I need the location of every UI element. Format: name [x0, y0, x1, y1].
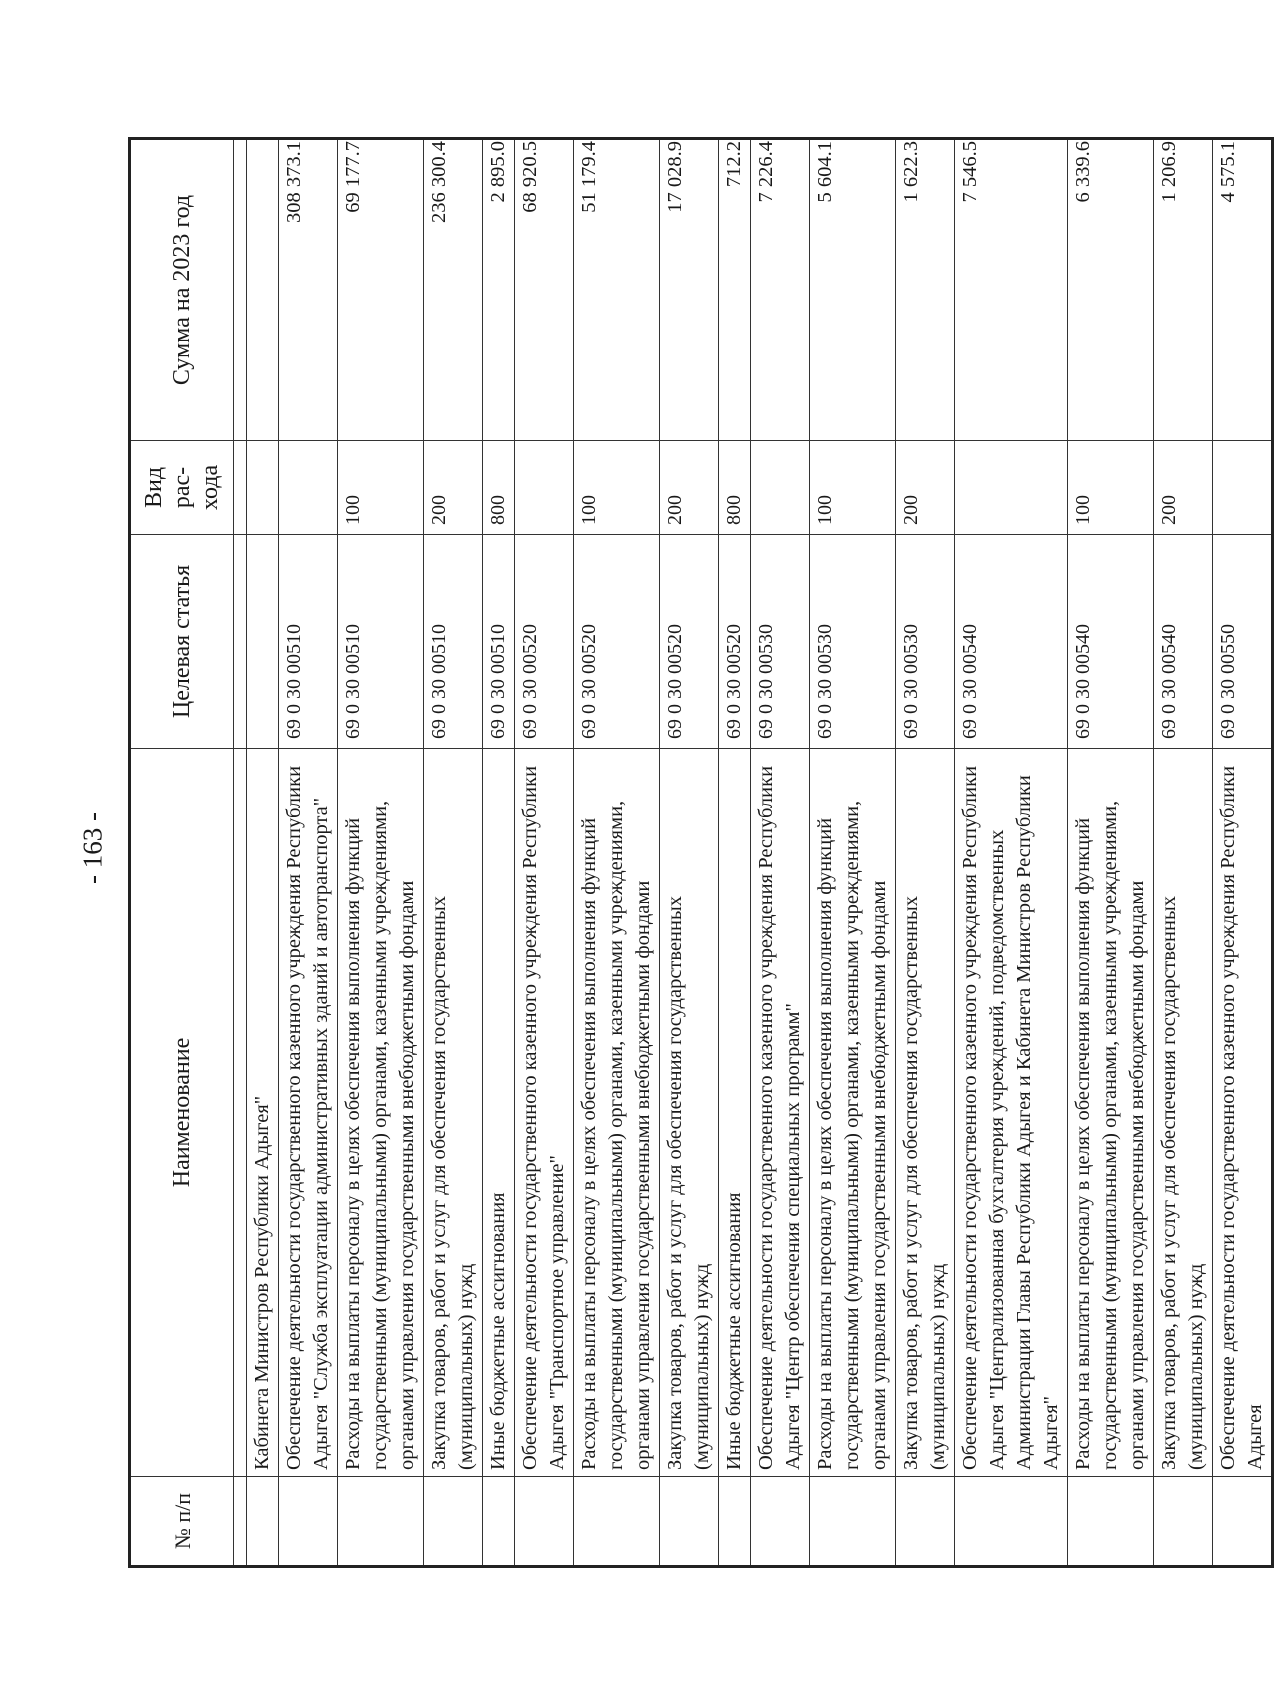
row-amount: 7 226.4	[751, 139, 810, 441]
row-kind	[955, 441, 1068, 535]
row-amount: 68 920.5	[515, 139, 574, 441]
row-code: 69 0 30 00520	[719, 535, 751, 749]
row-name: Расходы на выплаты персоналу в целях обеспечения выполнения функций государственными (муниципальными) органами, казенными учреждениями, органами управления государственными внебюджетными фондами	[338, 749, 424, 1477]
row-num	[1154, 1477, 1213, 1567]
row-code: 69 0 30 00540	[1068, 535, 1154, 749]
row-num	[955, 1477, 1068, 1567]
row-num	[574, 1477, 660, 1567]
rotated-page-content	[128, 140, 1266, 1568]
row-amount: 7 546.5	[955, 139, 1068, 441]
row-name: Расходы на выплаты персоналу в целях обеспечения выполнения функций государственными (муниципальными) органами, казенными учреждениями, органами управления государственными внебюджетными фондами	[1068, 749, 1154, 1477]
row-name: Обеспечение деятельности государственного казенного учреждения Республики Адыгея "Центр обеспечения специальных программ"	[751, 749, 810, 1477]
row-amount: 308 373.1	[279, 139, 338, 441]
row-num	[896, 1477, 955, 1567]
row-kind: 200	[1154, 441, 1213, 535]
row-amount: 2 895.0	[483, 139, 515, 441]
row-amount: 69 177.7	[338, 139, 424, 441]
header-num: № п/п	[130, 1477, 234, 1567]
row-name: Обеспечение деятельности государственного казенного учреждения Республики Адыгея	[1213, 749, 1273, 1477]
row-kind: 800	[483, 441, 515, 535]
row-kind	[515, 441, 574, 535]
row-code: 69 0 30 00530	[810, 535, 896, 749]
row-amount: 4 575.1	[1213, 139, 1273, 441]
row-code: 69 0 30 00540	[1154, 535, 1213, 749]
row-num	[719, 1477, 751, 1567]
table-row	[660, 139, 719, 1567]
row-kind: 800	[719, 441, 751, 535]
row-num	[247, 1477, 279, 1567]
row-amount: 5 604.1	[810, 139, 896, 441]
row-code: 69 0 30 00510	[338, 535, 424, 749]
row-name: Закупка товаров, работ и услуг для обеспечения государственных (муниципальных) нужд	[660, 749, 719, 1477]
row-kind: 100	[338, 441, 424, 535]
budget-table	[128, 137, 1274, 1568]
row-kind	[751, 441, 810, 535]
row-code: 69 0 30 00530	[751, 535, 810, 749]
table-row	[719, 139, 751, 1567]
row-name: Обеспечение деятельности государственного казенного учреждения Республики Адыгея "Транспортное управление"	[515, 749, 574, 1477]
row-amount: 6 339.6	[1068, 139, 1154, 441]
row-num	[1213, 1477, 1273, 1567]
header-name: Наименование	[130, 749, 234, 1477]
table-row	[515, 139, 574, 1567]
table-row	[896, 139, 955, 1567]
spacer-cell	[234, 139, 247, 441]
table-row	[751, 139, 810, 1567]
table-row	[424, 139, 483, 1567]
table-row	[279, 139, 338, 1567]
row-kind	[247, 441, 279, 535]
table-row	[1154, 139, 1213, 1567]
row-kind: 200	[424, 441, 483, 535]
table-row	[1213, 139, 1273, 1567]
header-kind: Вид рас-хода	[130, 441, 234, 535]
row-code: 69 0 30 00510	[279, 535, 338, 749]
table-header-row	[130, 139, 234, 1567]
header-code: Целевая статья	[130, 535, 234, 749]
spacer-cell	[234, 535, 247, 749]
row-name: Обеспечение деятельности государственного казенного учреждения Республики Адыгея "Централизованная бухгалтерия учреждений, подведомственных Администрации Главы Республики Адыгея и Кабинета Министров Республики Адыгея"	[955, 749, 1068, 1477]
row-amount: 236 300.4	[424, 139, 483, 441]
row-name: Иные бюджетные ассигнования	[719, 749, 751, 1477]
row-code	[247, 535, 279, 749]
row-name: Обеспечение деятельности государственного казенного учреждения Республики Адыгея "Служба эксплуатации административных зданий и автотранспорта"	[279, 749, 338, 1477]
row-num	[338, 1477, 424, 1567]
row-code: 69 0 30 00520	[660, 535, 719, 749]
table-spacer-row	[234, 139, 247, 1567]
row-code: 69 0 30 00550	[1213, 535, 1273, 749]
row-amount	[247, 139, 279, 441]
row-kind: 200	[896, 441, 955, 535]
row-kind: 100	[1068, 441, 1154, 535]
row-name: Расходы на выплаты персоналу в целях обеспечения выполнения функций государственными (муниципальными) органами, казенными учреждениями, органами управления государственными внебюджетными фондами	[574, 749, 660, 1477]
row-kind: 100	[574, 441, 660, 535]
spacer-cell	[234, 441, 247, 535]
row-num	[279, 1477, 338, 1567]
row-kind: 200	[660, 441, 719, 535]
row-num	[483, 1477, 515, 1567]
spacer-cell	[234, 749, 247, 1477]
table-row	[810, 139, 896, 1567]
row-amount: 17 028.9	[660, 139, 719, 441]
row-amount: 1 622.3	[896, 139, 955, 441]
row-amount: 1 206.9	[1154, 139, 1213, 441]
table-row	[574, 139, 660, 1567]
row-num	[810, 1477, 896, 1567]
row-code: 69 0 30 00540	[955, 535, 1068, 749]
row-name: Закупка товаров, работ и услуг для обеспечения государственных (муниципальных) нужд	[896, 749, 955, 1477]
row-kind	[279, 441, 338, 535]
header-amount: Сумма на 2023 год	[130, 139, 234, 441]
row-code: 69 0 30 00530	[896, 535, 955, 749]
table-row	[483, 139, 515, 1567]
row-num	[1068, 1477, 1154, 1567]
row-name: Закупка товаров, работ и услуг для обеспечения государственных (муниципальных) нужд	[424, 749, 483, 1477]
row-code: 69 0 30 00520	[515, 535, 574, 749]
row-name: Кабинета Министров Республики Адыгея"	[247, 749, 279, 1477]
row-kind: 100	[810, 441, 896, 535]
row-name: Иные бюджетные ассигнования	[483, 749, 515, 1477]
page-number: - 163 -	[77, 812, 108, 884]
row-num	[515, 1477, 574, 1567]
row-kind	[1213, 441, 1273, 535]
row-num	[751, 1477, 810, 1567]
row-name: Закупка товаров, работ и услуг для обеспечения государственных (муниципальных) нужд	[1154, 749, 1213, 1477]
row-code: 69 0 30 00520	[574, 535, 660, 749]
row-num	[660, 1477, 719, 1567]
table-row	[247, 139, 279, 1567]
table-row	[338, 139, 424, 1567]
spacer-cell	[234, 1477, 247, 1567]
row-num	[424, 1477, 483, 1567]
row-code: 69 0 30 00510	[424, 535, 483, 749]
table-row	[1068, 139, 1154, 1567]
table-row	[955, 139, 1068, 1567]
row-name: Расходы на выплаты персоналу в целях обеспечения выполнения функций государственными (муниципальными) органами, казенными учреждениями, органами управления государственными внебюджетными фондами	[810, 749, 896, 1477]
row-amount: 51 179.4	[574, 139, 660, 441]
row-amount: 712.2	[719, 139, 751, 441]
row-code: 69 0 30 00510	[483, 535, 515, 749]
